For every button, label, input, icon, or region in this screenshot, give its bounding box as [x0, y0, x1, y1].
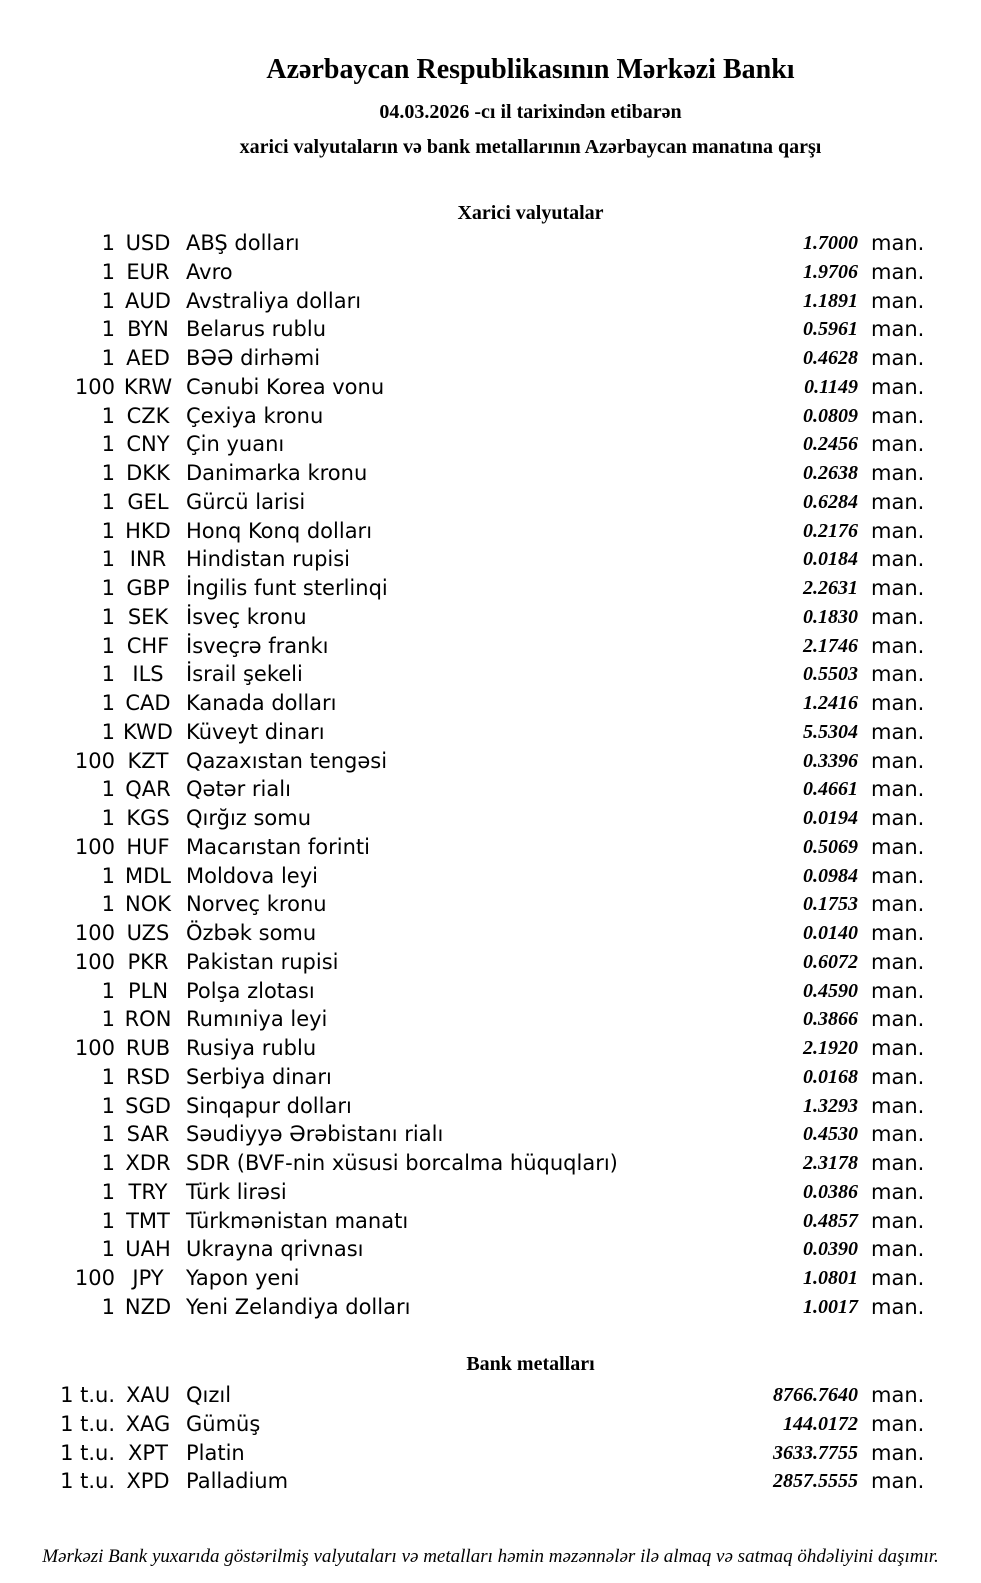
row-quantity: 1 [101, 1237, 115, 1262]
row-rate: 5.5304 [803, 720, 858, 743]
row-code: XAG [125, 1411, 171, 1436]
row-unit: man. [871, 834, 925, 859]
row-quantity: 1 [101, 978, 115, 1003]
row-quantity: 100 [74, 748, 115, 773]
row-rate: 0.3866 [803, 1008, 858, 1031]
row-code: USD [125, 231, 171, 255]
row-unit: man. [871, 806, 925, 830]
row-quantity: 1 [101, 719, 115, 744]
row-rate: 0.6072 [803, 950, 858, 973]
row-rate: 1.0801 [803, 1267, 858, 1289]
row-unit: man. [871, 1266, 925, 1290]
row-code: PLN [127, 978, 169, 1003]
currency-row [0, 1063, 930, 1092]
row-quantity: 1 t.u. [60, 1469, 115, 1494]
row-quantity: 1 [101, 1179, 115, 1204]
row-name: Ukrayna qrivnası [186, 1237, 364, 1262]
row-code: HUF [126, 834, 170, 859]
row-code: EUR [126, 259, 170, 284]
row-name: Özbək somu [186, 921, 317, 945]
row-name: Rusiya rublu [186, 1036, 317, 1060]
row-name: Honq Konq dolları [186, 518, 373, 543]
row-quantity: 1 [101, 1151, 115, 1175]
row-name: Hindistan rupisi [186, 547, 351, 572]
row-code: HKD [125, 518, 171, 543]
row-quantity: 1 t.u. [60, 1440, 115, 1465]
row-quantity: 1 [101, 604, 115, 629]
row-quantity: 1 [101, 231, 115, 255]
row-quantity: 1 [101, 403, 115, 428]
row-code: GBP [126, 576, 170, 600]
row-name: Avro [186, 259, 233, 284]
footer-note: Mərkəzi Bank yuxarıda göstərilmiş valyutaları və metalları həmin məzənnələr ilə almaq və satmaq öhdəliyini daşımır. [42, 1546, 939, 1567]
row-code: INR [129, 547, 167, 572]
row-code: MDL [125, 863, 171, 888]
row-rate: 0.0194 [803, 807, 858, 829]
row-unit: man. [871, 288, 925, 313]
currency-row [0, 775, 930, 804]
row-rate: 1.7000 [803, 232, 858, 254]
metal-row [0, 1410, 930, 1439]
row-quantity: 1 [101, 1064, 115, 1089]
row-quantity: 1 [101, 777, 115, 802]
row-unit: man. [871, 633, 925, 658]
row-name: Palladium [186, 1469, 289, 1494]
row-unit: man. [871, 489, 925, 514]
row-rate: 0.4590 [803, 979, 858, 1002]
currency-row [0, 229, 930, 258]
row-quantity: 1 t.u. [60, 1411, 115, 1436]
currency-row [0, 890, 930, 919]
row-quantity: 100 [74, 1266, 115, 1290]
row-code: XDR [125, 1151, 171, 1175]
currency-row [0, 545, 930, 574]
currency-row [0, 977, 930, 1006]
row-rate: 144.0172 [783, 1412, 858, 1435]
row-unit: man. [871, 1411, 925, 1436]
row-quantity: 1 [101, 662, 115, 687]
metals-section-title: Bank metalları [466, 1353, 595, 1375]
row-rate: 0.5503 [803, 663, 858, 686]
row-rate: 3633.7755 [773, 1441, 858, 1464]
row-quantity: 1 [101, 547, 115, 572]
row-name: Sinqapur dolları [186, 1093, 352, 1118]
row-unit: man. [871, 259, 925, 284]
row-name: İngilis funt sterlinqi [186, 576, 388, 600]
row-code: QAR [125, 777, 171, 802]
row-code: NZD [124, 1294, 172, 1319]
row-quantity: 100 [74, 834, 115, 859]
row-rate: 2857.5555 [773, 1470, 858, 1493]
currencies-section-title: Xarici valyutalar [457, 202, 604, 224]
row-unit: man. [871, 346, 925, 370]
row-name: Rumıniya leyi [186, 1007, 328, 1032]
row-name: Norveç kronu [186, 892, 327, 917]
row-name: Kanada dolları [186, 691, 337, 715]
row-rate: 0.0184 [803, 548, 858, 571]
row-unit: man. [871, 978, 925, 1003]
currency-row [0, 1092, 930, 1121]
row-code: BYN [127, 317, 169, 342]
currency-row [0, 459, 930, 488]
row-code: TMT [126, 1208, 170, 1233]
currency-row [0, 373, 930, 402]
row-name: Polşa zlotası [186, 978, 315, 1003]
currency-row [0, 1005, 930, 1034]
row-quantity: 1 [101, 317, 115, 342]
row-rate: 0.4661 [803, 778, 858, 801]
page-subtitle: xarici valyutaların və bank metallarının Azərbaycan manatına qarşı [239, 136, 822, 158]
row-rate: 0.1830 [803, 605, 858, 628]
row-name: Moldova leyi [186, 863, 318, 888]
effective-date: 04.03.2026 -cı il tarixindən etibarən [379, 101, 682, 123]
row-code: TRY [128, 1179, 168, 1204]
row-name: Gümüş [186, 1411, 261, 1436]
row-rate: 0.0390 [803, 1238, 858, 1261]
row-rate: 0.0168 [803, 1065, 858, 1088]
row-unit: man. [871, 1179, 925, 1204]
row-unit: man. [871, 1237, 925, 1262]
row-name: İsrail şekeli [186, 662, 303, 687]
metal-row [0, 1467, 930, 1496]
row-name: Avstraliya dolları [186, 288, 362, 313]
row-quantity: 1 t.u. [60, 1383, 115, 1407]
row-quantity: 100 [74, 921, 115, 945]
row-unit: man. [871, 576, 925, 600]
row-name: Platin [186, 1440, 245, 1465]
row-quantity: 1 [101, 1208, 115, 1233]
row-unit: man. [871, 1151, 925, 1175]
row-code: AED [126, 346, 170, 370]
row-rate: 0.1753 [803, 893, 858, 916]
row-name: İsveç kronu [186, 604, 307, 629]
currency-row [0, 948, 930, 977]
currency-row [0, 287, 930, 316]
row-rate: 0.0386 [803, 1180, 858, 1203]
row-quantity: 100 [74, 1036, 115, 1060]
currency-row [0, 1293, 930, 1322]
row-rate: 2.1920 [803, 1037, 858, 1059]
currency-row [0, 574, 930, 603]
row-code: SAR [126, 1122, 170, 1147]
row-code: CNY [126, 432, 170, 457]
currency-row [0, 1207, 930, 1236]
currency-row [0, 517, 930, 546]
row-unit: man. [871, 1383, 925, 1407]
row-quantity: 1 [101, 461, 115, 485]
row-quantity: 1 [101, 576, 115, 600]
row-quantity: 1 [101, 1093, 115, 1118]
row-unit: man. [871, 777, 925, 802]
row-code: DKK [126, 461, 170, 485]
row-unit: man. [871, 662, 925, 687]
currency-row [0, 1264, 930, 1293]
row-quantity: 1 [101, 863, 115, 888]
row-code: SEK [127, 604, 169, 629]
row-rate: 2.1746 [803, 634, 858, 657]
currency-row [0, 718, 930, 747]
row-code: JPY [132, 1266, 164, 1290]
currency-row [0, 660, 930, 689]
row-code: CHF [126, 633, 170, 658]
row-quantity: 1 [101, 432, 115, 457]
row-code: ILS [132, 662, 164, 687]
row-quantity: 1 [101, 633, 115, 658]
row-unit: man. [871, 1469, 925, 1494]
row-unit: man. [871, 892, 925, 917]
row-name: BƏƏ dirhəmi [186, 346, 321, 370]
row-name: Qızıl [186, 1383, 232, 1407]
metal-rate-table [0, 1381, 930, 1496]
row-quantity: 100 [74, 949, 115, 974]
row-name: Danimarka kronu [186, 461, 368, 485]
row-rate: 0.5069 [803, 835, 858, 858]
row-rate: 1.1891 [803, 289, 858, 312]
row-unit: man. [871, 432, 925, 457]
row-rate: 1.2416 [803, 692, 858, 714]
row-name: Qırğız somu [186, 806, 312, 830]
metal-row [0, 1439, 930, 1468]
currency-row [0, 402, 930, 431]
row-unit: man. [871, 518, 925, 543]
row-name: İsveçrə frankı [186, 633, 329, 658]
row-quantity: 1 [101, 1294, 115, 1319]
row-code: UAH [125, 1237, 171, 1262]
row-code: KZT [127, 748, 169, 773]
row-unit: man. [871, 604, 925, 629]
currency-row [0, 603, 930, 632]
row-unit: man. [871, 547, 925, 572]
row-name: ABŞ dolları [186, 231, 300, 255]
row-quantity: 1 [101, 691, 115, 715]
row-code: RUB [125, 1036, 171, 1060]
currency-row [0, 862, 930, 891]
row-code: RSD [125, 1064, 171, 1089]
row-rate: 0.2456 [803, 433, 858, 456]
currency-row [0, 1034, 930, 1063]
currency-row [0, 833, 930, 862]
row-name: Türk lirəsi [186, 1179, 287, 1204]
row-name: Pakistan rupisi [186, 949, 339, 974]
row-unit: man. [871, 1208, 925, 1233]
row-code: KRW [123, 374, 173, 399]
row-unit: man. [871, 1093, 925, 1118]
row-name: Çexiya kronu [186, 403, 324, 428]
row-rate: 0.2176 [803, 519, 858, 542]
row-unit: man. [871, 1036, 925, 1060]
row-quantity: 1 [101, 1007, 115, 1032]
currency-row [0, 919, 930, 948]
page-title: Azərbaycan Respublikasının Mərkəzi Bankı [266, 54, 795, 85]
row-name: Qazaxıstan tengəsi [186, 748, 388, 773]
row-name: Gürcü larisi [186, 489, 306, 514]
row-rate: 1.0017 [803, 1295, 858, 1318]
row-quantity: 1 [101, 518, 115, 543]
row-code: NOK [124, 892, 171, 917]
row-rate: 0.0140 [803, 922, 858, 944]
currency-row [0, 344, 930, 373]
row-quantity: 100 [74, 374, 115, 399]
row-rate: 1.9706 [803, 260, 858, 283]
row-rate: 0.1149 [804, 375, 858, 398]
row-rate: 8766.7640 [773, 1384, 858, 1406]
row-unit: man. [871, 461, 925, 485]
row-quantity: 1 [101, 489, 115, 514]
row-rate: 0.0809 [803, 404, 858, 427]
currency-row [0, 488, 930, 517]
row-name: Serbiya dinarı [186, 1064, 332, 1089]
row-code: XPT [128, 1440, 168, 1465]
row-name: Səudiyyə Ərəbistanı rialı [186, 1122, 444, 1147]
row-quantity: 1 [101, 259, 115, 284]
row-name: SDR (BVF-nin xüsusi borcalma hüquqları) [186, 1151, 618, 1175]
metal-row [0, 1381, 930, 1410]
currency-row [0, 1235, 930, 1264]
row-code: KWD [123, 719, 173, 744]
row-code: XAU [125, 1383, 171, 1407]
row-code: CZK [126, 403, 170, 428]
row-unit: man. [871, 1294, 925, 1319]
row-rate: 0.5961 [803, 318, 858, 341]
currency-row [0, 632, 930, 661]
row-rate: 2.3178 [803, 1152, 858, 1174]
row-name: Cənubi Korea vonu [186, 374, 385, 399]
row-unit: man. [871, 719, 925, 744]
row-code: GEL [127, 489, 169, 514]
row-code: CAD [125, 691, 171, 715]
row-unit: man. [871, 1440, 925, 1465]
row-quantity: 1 [101, 288, 115, 313]
row-rate: 0.0984 [803, 864, 858, 887]
row-code: SGD [125, 1093, 171, 1118]
currency-row [0, 1178, 930, 1207]
currency-row [0, 747, 930, 776]
row-rate: 0.6284 [803, 490, 858, 513]
row-rate: 0.4857 [803, 1209, 858, 1232]
row-rate: 0.3396 [803, 749, 858, 772]
row-rate: 0.4530 [803, 1123, 858, 1146]
row-quantity: 1 [101, 892, 115, 917]
row-unit: man. [871, 317, 925, 342]
row-name: Qətər rialı [186, 777, 291, 802]
row-unit: man. [871, 374, 925, 399]
currency-row [0, 1149, 930, 1178]
row-unit: man. [871, 691, 925, 715]
row-rate: 0.2638 [803, 462, 858, 484]
row-quantity: 1 [101, 806, 115, 830]
row-code: AUD [125, 288, 171, 313]
row-name: Küveyt dinarı [186, 719, 325, 744]
row-code: PKR [127, 949, 169, 974]
row-name: Türkmənistan manatı [186, 1208, 409, 1233]
row-code: KGS [126, 806, 170, 830]
currency-rate-table [0, 229, 930, 1322]
row-name: Çin yuanı [186, 432, 285, 457]
row-unit: man. [871, 1007, 925, 1032]
row-unit: man. [871, 863, 925, 888]
row-unit: man. [871, 1122, 925, 1147]
row-name: Belarus rublu [186, 317, 327, 342]
currency-row [0, 804, 930, 833]
row-rate: 0.4628 [803, 347, 858, 369]
row-code: RON [124, 1007, 172, 1032]
currency-row [0, 315, 930, 344]
currency-row [0, 430, 930, 459]
currency-row [0, 1120, 930, 1149]
row-name: Yeni Zelandiya dolları [186, 1294, 411, 1319]
row-unit: man. [871, 921, 925, 945]
row-rate: 2.2631 [803, 577, 858, 599]
row-rate: 1.3293 [803, 1094, 858, 1117]
row-quantity: 1 [101, 1122, 115, 1147]
row-name: Macarıstan forinti [186, 834, 370, 859]
row-code: XPD [126, 1469, 170, 1494]
row-code: UZS [126, 921, 170, 945]
row-unit: man. [871, 748, 925, 773]
currency-row [0, 689, 930, 718]
row-unit: man. [871, 949, 925, 974]
row-unit: man. [871, 1064, 925, 1089]
row-quantity: 1 [101, 346, 115, 370]
row-unit: man. [871, 231, 925, 255]
currency-row [0, 258, 930, 287]
row-unit: man. [871, 403, 925, 428]
row-name: Yapon yeni [186, 1266, 300, 1290]
